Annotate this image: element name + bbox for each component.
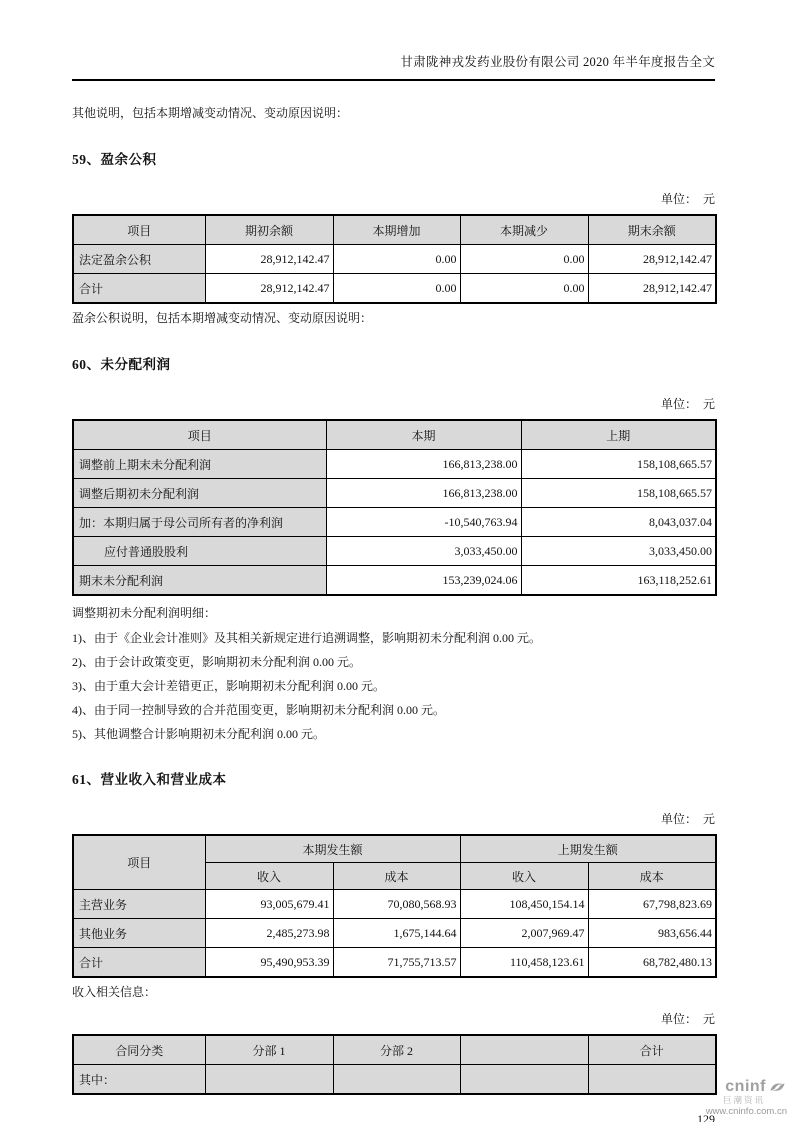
row-label: 主营业务 [73,890,205,919]
surplus-reserve-note: 盈余公积说明，包括本期增减变动情况、变动原因说明： [72,311,373,325]
value-cell [333,1065,460,1095]
table-row [73,919,716,948]
section-61-heading: 61、营业收入和营业成本 [72,772,227,787]
table-row [73,1065,716,1095]
value-cell: 68,782,480.13 [588,948,716,978]
row-label: 应付普通股股利 [73,537,326,566]
value-cell [588,1065,716,1095]
column-header: 项目 [73,215,205,245]
table-row [73,245,716,274]
table-row [73,508,716,537]
revenue-info-text: 收入相关信息： [72,985,157,999]
surplus-reserve-table [72,214,717,304]
value-cell [205,1065,333,1095]
table-row [73,537,716,566]
row-label: 加：本期归属于母公司所有者的净利润 [73,508,326,537]
row-label: 其他业务 [73,919,205,948]
value-cell: 110,458,123.61 [460,948,588,978]
row-label: 期末未分配利润 [73,566,326,596]
value-cell: 153,239,024.06 [326,566,521,596]
unit-label: 单位： 元 [660,1012,715,1026]
cninfo-brand-row [706,1079,787,1096]
row-label: 调整后期初未分配利润 [73,479,326,508]
page-content [72,0,715,1122]
column-header: 合同分类 [73,1035,205,1065]
column-header: 本期增加 [333,215,460,245]
value-cell [460,1065,588,1095]
value-cell: 1,675,144.64 [333,919,460,948]
value-cell: 166,813,238.00 [326,450,521,479]
cninfo-url: www.cninfo.com.cn [705,1106,787,1118]
report-header-title: 甘肃陇神戎发药业股份有限公司 2020 年半年度报告全文 [72,0,715,81]
column-header: 本期减少 [460,215,588,245]
table-row-total [73,274,716,304]
column-header: 分部 1 [205,1035,333,1065]
value-cell: 8,043,037.04 [521,508,716,537]
table-header-row [73,1035,716,1065]
table-header-row [73,420,716,450]
row-label: 合计 [73,948,205,978]
table-row-total [73,948,716,978]
cninfo-swirl-icon [768,1079,787,1096]
value-cell: 0.00 [333,274,460,304]
value-cell: 67,798,823.69 [588,890,716,919]
column-subheader: 成本 [333,863,460,890]
row-label: 合计 [73,274,205,304]
value-cell: 983,656.44 [588,919,716,948]
revenue-cost-table [72,834,717,978]
value-cell: 28,912,142.47 [205,274,333,304]
value-cell: 166,813,238.00 [326,479,521,508]
column-group-header: 上期发生额 [460,835,716,863]
contract-category-table [72,1034,717,1095]
column-header: 合计 [588,1035,716,1065]
column-header: 上期 [521,420,716,450]
column-header [460,1035,588,1065]
value-cell: 2,485,273.98 [205,919,333,948]
other-note-text: 其他说明，包括本期增减变动情况、变动原因说明： [72,106,349,120]
column-header: 项目 [73,420,326,450]
table-row [73,479,716,508]
adjustment-detail-item: 4)、由于同一控制导致的合并范围变更，影响期初未分配利润 0.00 元。 [72,703,445,717]
unit-label: 单位： 元 [660,397,715,411]
row-label: 其中： [73,1065,205,1095]
table-row [73,450,716,479]
value-cell: 0.00 [333,245,460,274]
value-cell: 3,033,450.00 [326,537,521,566]
value-cell: 93,005,679.41 [205,890,333,919]
cninfo-chinese-name: 巨潮资讯 [722,1095,765,1106]
column-header: 期末余额 [588,215,716,245]
table-header-row [73,215,716,245]
value-cell: 163,118,252.61 [521,566,716,596]
row-label: 调整前上期末未分配利润 [73,450,326,479]
cninfo-logo [706,1079,787,1117]
value-cell: 71,755,713.57 [333,948,460,978]
column-subheader: 成本 [588,863,716,890]
value-cell: 108,450,154.14 [460,890,588,919]
value-cell: -10,540,763.94 [326,508,521,537]
value-cell: 28,912,142.47 [588,274,716,304]
undistributed-profit-table [72,419,717,596]
adjustment-detail-title: 调整期初未分配利润明细： [72,606,217,620]
section-59-heading: 59、盈余公积 [72,152,157,167]
adjustment-detail-item: 3)、由于重大会计差错更正，影响期初未分配利润 0.00 元。 [72,679,385,693]
adjustment-detail-item: 5)、其他调整合计影响期初未分配利润 0.00 元。 [72,727,325,741]
value-cell: 158,108,665.57 [521,479,716,508]
unit-label: 单位： 元 [660,192,715,206]
column-header: 分部 2 [333,1035,460,1065]
value-cell: 95,490,953.39 [205,948,333,978]
column-subheader: 收入 [205,863,333,890]
value-cell: 28,912,142.47 [205,245,333,274]
value-cell: 158,108,665.57 [521,450,716,479]
column-subheader: 收入 [460,863,588,890]
column-header: 期初余额 [205,215,333,245]
adjustment-detail-item: 2)、由于会计政策变更，影响期初未分配利润 0.00 元。 [72,655,361,669]
unit-label: 单位： 元 [660,812,715,826]
value-cell: 2,007,969.47 [460,919,588,948]
page-number: 129 [697,1112,715,1122]
table-group-header-row [73,835,716,863]
value-cell: 0.00 [460,274,588,304]
row-label: 法定盈余公积 [73,245,205,274]
table-row [73,890,716,919]
cninfo-brand-text: cninf [725,1078,766,1096]
column-group-header: 本期发生额 [205,835,460,863]
column-header: 本期 [326,420,521,450]
adjustment-detail-list [72,631,715,741]
section-60-heading: 60、未分配利润 [72,357,171,372]
value-cell: 70,080,568.93 [333,890,460,919]
value-cell: 0.00 [460,245,588,274]
value-cell: 28,912,142.47 [588,245,716,274]
column-header: 项目 [73,835,205,890]
table-row [73,566,716,596]
adjustment-detail-item: 1)、由于《企业会计准则》及其相关新规定进行追溯调整，影响期初未分配利润 0.00 元。 [72,631,541,645]
value-cell: 3,033,450.00 [521,537,716,566]
